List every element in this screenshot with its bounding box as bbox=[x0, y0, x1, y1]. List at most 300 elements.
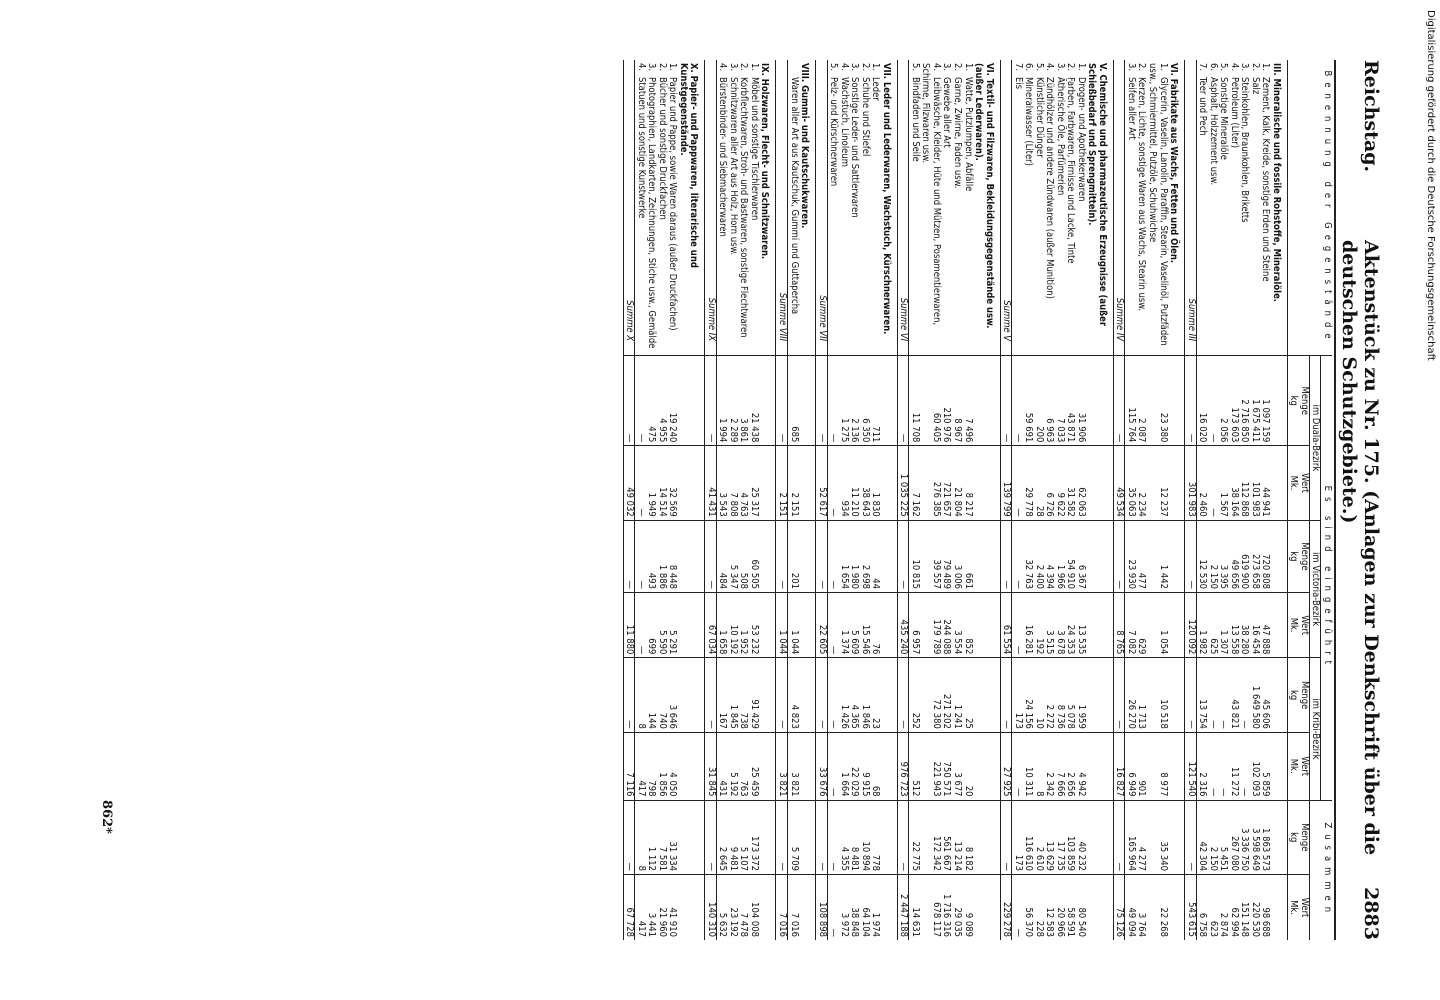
empty-cell bbox=[759, 520, 776, 592]
value-cell: 4 277 bbox=[1136, 800, 1147, 874]
value-cell: 16 454 bbox=[1249, 592, 1260, 657]
row-name: Pelz- und Kürschnerwaren bbox=[828, 77, 840, 187]
sum-cell: 8 765 bbox=[1113, 592, 1125, 657]
value-cell: 1 994 bbox=[716, 356, 727, 446]
row-name: Schuhe und Stiefel bbox=[859, 77, 871, 157]
col-wert-mk bbox=[1287, 446, 1309, 520]
row-name: Waren aller Art aus Kautschuk, Gummi und Guttapercha bbox=[788, 77, 800, 315]
value-cell: 228 bbox=[1033, 875, 1044, 941]
value-cell: 9 622 bbox=[1054, 446, 1065, 520]
table-row bbox=[920, 60, 941, 940]
sum-cell: — bbox=[816, 356, 828, 446]
value-cell: 23 930 bbox=[1125, 520, 1136, 592]
value-cell: 7 666 bbox=[1054, 732, 1065, 800]
col-group: Es sind eingeführt bbox=[1321, 356, 1332, 800]
value-cell: 1 374 bbox=[838, 592, 849, 657]
sum-row bbox=[705, 60, 717, 940]
row-label bbox=[838, 60, 849, 356]
unit-sub: Mk. bbox=[1288, 617, 1300, 633]
empty-cell bbox=[973, 356, 1001, 446]
sum-cell: — bbox=[1000, 520, 1012, 592]
empty-cell bbox=[1168, 356, 1185, 446]
row-number: 5. bbox=[1033, 63, 1045, 72]
value-cell: 13 558 bbox=[1228, 592, 1239, 657]
section-header bbox=[1168, 60, 1185, 940]
empty-cell bbox=[880, 592, 897, 657]
row-number: 7. bbox=[1197, 63, 1209, 72]
value-cell: 3 678 bbox=[1054, 592, 1065, 657]
value-cell: 625 bbox=[1207, 592, 1218, 657]
empty-cell bbox=[1086, 800, 1114, 874]
value-cell: 3 441 bbox=[646, 875, 657, 941]
value-cell: 59 691 bbox=[1023, 356, 1034, 446]
col-menge-kg bbox=[1287, 658, 1309, 732]
sum-cell: 976 723 bbox=[897, 732, 909, 800]
value-cell: — bbox=[635, 520, 646, 592]
empty-cell bbox=[1086, 875, 1114, 941]
empty-cell bbox=[973, 520, 1001, 592]
sum-cell: — bbox=[623, 800, 635, 874]
value-cell: 10 311 bbox=[1023, 732, 1034, 800]
row-number: 5. bbox=[1218, 63, 1230, 72]
value-cell: — bbox=[1218, 732, 1229, 800]
row-name: Zündhölzer und andere Zündwaren (außer Munition) bbox=[1044, 77, 1056, 299]
value-cell: — bbox=[1012, 520, 1023, 592]
table-row bbox=[1239, 60, 1250, 940]
sum-cell: — bbox=[897, 658, 909, 732]
row-number: 3. bbox=[941, 63, 953, 72]
value-cell: 7 033 bbox=[1054, 356, 1065, 446]
section-title: VII. Leder und Lederwaren, Wachstuch, Kürschnerwaren. bbox=[880, 63, 892, 335]
row-name: Petroleum (Liter) bbox=[1228, 77, 1240, 149]
value-cell: 3 646 bbox=[667, 658, 678, 732]
sum-cell: — bbox=[1113, 658, 1125, 732]
value-cell: 678 117 bbox=[920, 875, 941, 941]
sum-cell: — bbox=[705, 520, 717, 592]
sum-cell: — bbox=[776, 520, 788, 592]
section-title: IX. Holzwaren, Flecht- und Schnitzwaren. bbox=[759, 63, 771, 260]
value-cell: 32 569 bbox=[667, 446, 678, 520]
value-cell: 3 554 bbox=[951, 592, 962, 657]
sum-label: Summe III bbox=[1185, 60, 1197, 356]
value-cell: 76 bbox=[870, 592, 881, 657]
value-cell: 2 645 bbox=[716, 800, 727, 874]
sum-cell: 41 431 bbox=[705, 446, 717, 520]
empty-cell bbox=[1168, 732, 1185, 800]
value-cell: 49 656 bbox=[1228, 520, 1239, 592]
empty-cell bbox=[1168, 875, 1185, 941]
dfg-footnote bbox=[1420, 10, 1440, 390]
value-cell: 1 567 bbox=[1218, 446, 1229, 520]
value-cell: 173 603 bbox=[1228, 356, 1239, 446]
row-name: Zement, Kalk, Kreide, sonstige Erden und Steine bbox=[1260, 77, 1272, 282]
section-title: VIII. Gummi- und Kautschukwaren. bbox=[799, 63, 811, 229]
row-label bbox=[748, 60, 759, 356]
row-number: 2. bbox=[859, 63, 871, 72]
row-label bbox=[1218, 60, 1229, 356]
row-label bbox=[667, 60, 678, 356]
value-cell: 112 868 bbox=[1239, 446, 1250, 520]
empty-cell bbox=[759, 732, 776, 800]
sum-label: Summe X bbox=[623, 60, 635, 356]
empty-cell bbox=[880, 800, 897, 874]
value-cell: 2 698 bbox=[859, 520, 870, 592]
empty-cell bbox=[1168, 446, 1185, 520]
value-cell: 244 088 bbox=[941, 592, 952, 657]
col-menge-kg bbox=[1287, 356, 1309, 446]
sum-cell: — bbox=[1000, 658, 1012, 732]
value-cell: 1 966 bbox=[1054, 520, 1065, 592]
row-number: 4. bbox=[1228, 63, 1240, 72]
page-header bbox=[1338, 60, 1386, 940]
table-row bbox=[909, 60, 920, 940]
sum-cell: 16 827 bbox=[1113, 732, 1125, 800]
row-name: Drogen- und Apothekerwaren bbox=[1075, 77, 1087, 202]
row-number: 2. bbox=[952, 63, 963, 72]
unit-label: Wert bbox=[1298, 473, 1310, 493]
value-cell: 13 754 bbox=[1196, 658, 1207, 732]
value-cell: — bbox=[827, 658, 838, 732]
value-cell: 25 459 bbox=[748, 732, 759, 800]
sum-cell: — bbox=[897, 520, 909, 592]
value-cell: — bbox=[1207, 356, 1218, 446]
table-row bbox=[635, 60, 646, 940]
row-name: Steinkohlen, Braunkohlen, Briketts bbox=[1239, 77, 1251, 223]
section-title: X. Papier- und Pappwaren, literarische und Kunstgegenstände. bbox=[677, 63, 700, 268]
value-cell: 699 bbox=[646, 592, 657, 657]
value-cell: 44 bbox=[870, 520, 881, 592]
table-row bbox=[1218, 60, 1229, 940]
value-cell: 273 658 bbox=[1249, 520, 1260, 592]
empty-cell bbox=[973, 446, 1001, 520]
row-number: 1. bbox=[667, 63, 679, 72]
value-cell: 5 609 bbox=[849, 592, 860, 657]
value-cell: — bbox=[1239, 732, 1250, 800]
row-label bbox=[849, 60, 860, 356]
sum-cell: 2 447 188 bbox=[897, 875, 909, 941]
value-cell: 8 bbox=[635, 800, 646, 874]
value-cell: 12 237 bbox=[1147, 446, 1168, 520]
empty-cell bbox=[677, 356, 705, 446]
empty-cell bbox=[880, 356, 897, 446]
value-cell: — bbox=[827, 732, 838, 800]
sum-cell: 67 034 bbox=[705, 592, 717, 657]
value-cell: 5 632 bbox=[716, 875, 727, 941]
sum-label: Summe VI bbox=[897, 60, 909, 356]
row-label bbox=[1023, 60, 1034, 356]
row-label bbox=[941, 60, 952, 356]
value-cell: 31 582 bbox=[1065, 446, 1076, 520]
unit-sub: Mk. bbox=[1288, 475, 1300, 491]
empty-cell bbox=[880, 732, 897, 800]
empty-cell bbox=[1270, 732, 1287, 800]
sum-label: Summe VII bbox=[816, 60, 828, 356]
row-name: Leibwäsche, Kleider, Hüte und Mützen, Posamentierwaren, Schirme, Filzwaren usw. bbox=[920, 63, 942, 326]
sum-cell: — bbox=[776, 356, 788, 446]
empty-cell bbox=[799, 875, 816, 941]
sum-cell: 229 278 bbox=[1000, 875, 1012, 941]
value-cell: 4 355 bbox=[838, 800, 849, 874]
table-row bbox=[716, 60, 727, 940]
row-name: Garne, Zwirne, Faden usw. bbox=[952, 77, 963, 189]
sum-cell: — bbox=[705, 658, 717, 732]
empty-cell bbox=[973, 732, 1001, 800]
empty-cell bbox=[799, 592, 816, 657]
value-cell: 2 460 bbox=[1196, 446, 1207, 520]
value-cell: 2 716 850 bbox=[1239, 356, 1250, 446]
value-cell: 484 bbox=[716, 520, 727, 592]
row-name: Kerzen, Lichte, sonstige Waren aus Wachs, Stearin usw. bbox=[1136, 77, 1148, 312]
value-cell: 1 845 bbox=[727, 658, 738, 732]
empty-cell bbox=[677, 658, 705, 732]
empty-cell bbox=[1086, 592, 1114, 657]
value-cell: 3 515 bbox=[1044, 592, 1055, 657]
row-name: Wachstuch, Linoleum bbox=[838, 77, 850, 167]
row-number: 5. bbox=[828, 63, 840, 72]
value-cell: 1 863 573 bbox=[1260, 800, 1271, 874]
table-row bbox=[727, 60, 738, 940]
value-cell: 23 380 bbox=[1147, 356, 1168, 446]
value-cell: 3 821 bbox=[788, 732, 799, 800]
value-cell: 41 910 bbox=[667, 875, 678, 941]
value-cell: 5 709 bbox=[788, 800, 799, 874]
value-cell: 7 808 bbox=[727, 446, 738, 520]
row-name: Watte, Putzlumpen, Abfälle bbox=[962, 77, 974, 192]
table-row bbox=[1054, 60, 1065, 940]
sum-cell: 75 126 bbox=[1113, 875, 1125, 941]
value-cell: 8 bbox=[635, 658, 646, 732]
value-cell: 29 778 bbox=[1023, 446, 1034, 520]
value-cell: 9 089 bbox=[962, 875, 973, 941]
table-row bbox=[1207, 60, 1218, 940]
empty-cell bbox=[1086, 356, 1114, 446]
empty-cell bbox=[799, 520, 816, 592]
value-cell: 1 275 bbox=[838, 356, 849, 446]
value-cell: 54 910 bbox=[1065, 520, 1076, 592]
value-cell: 2 289 bbox=[727, 356, 738, 446]
empty-cell bbox=[973, 592, 1001, 657]
value-cell: 200 bbox=[1033, 356, 1044, 446]
value-cell: 252 bbox=[909, 658, 920, 732]
value-cell: 8 481 bbox=[849, 800, 860, 874]
value-cell: — bbox=[1239, 658, 1250, 732]
table-row bbox=[1023, 60, 1034, 940]
row-name: Bürstenbinder- und Siebmacherwaren bbox=[717, 77, 729, 237]
value-cell: — bbox=[1012, 592, 1023, 657]
sum-cell: — bbox=[897, 356, 909, 446]
empty-cell bbox=[1270, 875, 1287, 941]
row-name: Seifen aller Art bbox=[1125, 77, 1137, 140]
sum-row bbox=[1113, 60, 1125, 940]
value-cell: 561 667 bbox=[941, 800, 952, 874]
sum-cell: — bbox=[1113, 356, 1125, 446]
value-cell: — bbox=[1012, 446, 1023, 520]
row-number: 3. bbox=[1239, 63, 1251, 72]
sum-cell: 1 044 bbox=[776, 592, 788, 657]
empty-cell bbox=[759, 446, 776, 520]
row-label bbox=[716, 60, 727, 356]
row-number: 4. bbox=[838, 63, 850, 72]
value-cell: 10 bbox=[1033, 658, 1044, 732]
value-cell: 49 094 bbox=[1125, 875, 1136, 941]
value-cell: 102 093 bbox=[1249, 732, 1260, 800]
value-cell: 3 764 bbox=[1136, 875, 1147, 941]
row-label bbox=[827, 60, 838, 356]
table-row bbox=[1033, 60, 1044, 940]
sum-cell: 139 799 bbox=[1000, 446, 1012, 520]
value-cell: 267 080 bbox=[1228, 800, 1239, 874]
table-row bbox=[646, 60, 657, 940]
value-cell: 1 980 bbox=[849, 520, 860, 592]
row-label bbox=[1196, 60, 1207, 356]
value-cell: 2 656 bbox=[1065, 732, 1076, 800]
empty-cell bbox=[799, 658, 816, 732]
section-header bbox=[1086, 60, 1114, 940]
sum-cell: — bbox=[816, 800, 828, 874]
value-cell: 1 097 159 bbox=[1260, 356, 1271, 446]
sum-cell: — bbox=[623, 520, 635, 592]
sum-cell: 33 676 bbox=[816, 732, 828, 800]
value-cell: 1 044 bbox=[788, 592, 799, 657]
col-victoria: im Victoria-Bezirk bbox=[1309, 520, 1321, 658]
empty-cell bbox=[1086, 446, 1114, 520]
value-cell: 685 bbox=[788, 356, 799, 446]
value-cell: 629 bbox=[1136, 592, 1147, 657]
value-cell: 21 804 bbox=[951, 446, 962, 520]
value-cell: 1 054 bbox=[1147, 592, 1168, 657]
value-cell: 1 426 bbox=[838, 658, 849, 732]
header-title: Aktenstück zu Nr. 175. (Anlagen zur Denkschrift über die deutschen Schutzgebiete.) bbox=[1338, 240, 1382, 856]
table-row bbox=[838, 60, 849, 940]
row-label bbox=[920, 60, 941, 356]
value-cell: 1 307 bbox=[1218, 592, 1229, 657]
value-cell: — bbox=[827, 800, 838, 874]
unit-label: Wert bbox=[1298, 615, 1310, 636]
table-row bbox=[748, 60, 759, 940]
value-cell: 1 654 bbox=[838, 520, 849, 592]
value-cell: 2 150 bbox=[1207, 800, 1218, 874]
table-row bbox=[1260, 60, 1271, 940]
value-cell: 477 bbox=[1136, 520, 1147, 592]
value-cell: 38 164 bbox=[1228, 446, 1239, 520]
table-row bbox=[656, 60, 667, 940]
col-name: Benennung der Gegenstände bbox=[1287, 60, 1332, 356]
value-cell: 104 008 bbox=[748, 875, 759, 941]
row-name: Statuen und sonstige Kunstwerke bbox=[635, 77, 647, 219]
value-cell: 763 bbox=[738, 732, 749, 800]
value-cell: 64 104 bbox=[859, 875, 870, 941]
value-cell: 7 581 bbox=[656, 800, 667, 874]
value-cell: 15 546 bbox=[859, 592, 870, 657]
row-label bbox=[1136, 60, 1147, 356]
value-cell: — bbox=[1207, 658, 1218, 732]
row-number: 2. bbox=[738, 63, 750, 72]
row-label bbox=[1207, 60, 1218, 356]
sum-cell: — bbox=[1185, 520, 1197, 592]
sum-cell: — bbox=[623, 658, 635, 732]
value-cell: 10 894 bbox=[859, 800, 870, 874]
sum-cell: — bbox=[776, 800, 788, 874]
value-cell: 8 182 bbox=[962, 800, 973, 874]
row-name: Glycerin, Vaselin, Lanolin, Paraffin, Stearin, Vaselinöl, Putzfäden usw., Schmiermittel, Putzöle, Schuhwichse bbox=[1147, 63, 1169, 346]
value-cell: 6 367 bbox=[1075, 520, 1086, 592]
value-cell: 750 571 bbox=[941, 732, 952, 800]
table-row bbox=[1147, 60, 1168, 940]
unit-sub: kg bbox=[1288, 832, 1300, 843]
row-number: 3. bbox=[849, 63, 861, 72]
value-cell: 167 bbox=[716, 658, 727, 732]
empty-cell bbox=[1086, 520, 1114, 592]
value-cell: 661 bbox=[962, 520, 973, 592]
value-cell: 9 915 bbox=[859, 732, 870, 800]
sum-cell: — bbox=[623, 356, 635, 446]
value-cell: 417 bbox=[635, 875, 646, 941]
sum-cell: 27 925 bbox=[1000, 732, 1012, 800]
empty-cell bbox=[1270, 520, 1287, 592]
value-cell: 3 543 bbox=[716, 446, 727, 520]
value-cell: 2 136 bbox=[849, 356, 860, 446]
value-cell: 31 334 bbox=[667, 800, 678, 874]
value-cell: 2 087 bbox=[1136, 356, 1147, 446]
value-cell: 2 272 bbox=[1044, 658, 1055, 732]
value-cell: 901 bbox=[1136, 732, 1147, 800]
empty-cell bbox=[1168, 800, 1185, 874]
value-cell: 2 150 bbox=[1207, 520, 1218, 592]
value-cell: 3 395 bbox=[1218, 520, 1229, 592]
value-cell: 934 bbox=[838, 446, 849, 520]
value-cell: 9 481 bbox=[727, 800, 738, 874]
value-cell: 1 846 bbox=[859, 658, 870, 732]
row-label bbox=[1239, 60, 1250, 356]
value-cell: 4 365 bbox=[849, 658, 860, 732]
value-cell: 1 856 bbox=[656, 732, 667, 800]
value-cell: 13 535 bbox=[1075, 592, 1086, 657]
unit-sub: kg bbox=[1288, 395, 1300, 406]
value-cell: 38 848 bbox=[849, 875, 860, 941]
value-cell: 7 478 bbox=[738, 875, 749, 941]
row-name: Bindfaden und Seile bbox=[909, 77, 921, 162]
value-cell: 58 591 bbox=[1065, 875, 1076, 941]
value-cell: 5 859 bbox=[1260, 732, 1271, 800]
value-cell: 42 304 bbox=[1196, 800, 1207, 874]
empty-cell bbox=[880, 875, 897, 941]
value-cell: — bbox=[635, 356, 646, 446]
value-cell: 173 bbox=[1012, 658, 1023, 732]
value-cell: 26 270 bbox=[1125, 658, 1136, 732]
value-cell: 53 232 bbox=[748, 592, 759, 657]
value-cell: 1 442 bbox=[1147, 520, 1168, 592]
value-cell: 2 056 bbox=[1218, 356, 1229, 446]
row-label bbox=[646, 60, 657, 356]
sum-cell: 3 821 bbox=[776, 732, 788, 800]
value-cell: 10 815 bbox=[909, 520, 920, 592]
table-row bbox=[1136, 60, 1147, 940]
value-cell: 173 372 bbox=[748, 800, 759, 874]
table-row bbox=[951, 60, 962, 940]
value-cell: 24 353 bbox=[1065, 592, 1076, 657]
unit-label: Menge bbox=[1298, 680, 1310, 710]
empty-cell bbox=[677, 732, 705, 800]
value-cell: — bbox=[1207, 446, 1218, 520]
unit-sub: Mk. bbox=[1288, 900, 1300, 915]
value-cell: 431 bbox=[716, 732, 727, 800]
value-cell: 17 735 bbox=[1054, 800, 1065, 874]
value-cell: 1 830 bbox=[870, 446, 881, 520]
value-cell: 38 280 bbox=[1239, 592, 1250, 657]
value-cell: 4 763 bbox=[738, 446, 749, 520]
row-number: 1. bbox=[1157, 63, 1169, 72]
value-cell: 5 347 bbox=[727, 520, 738, 592]
